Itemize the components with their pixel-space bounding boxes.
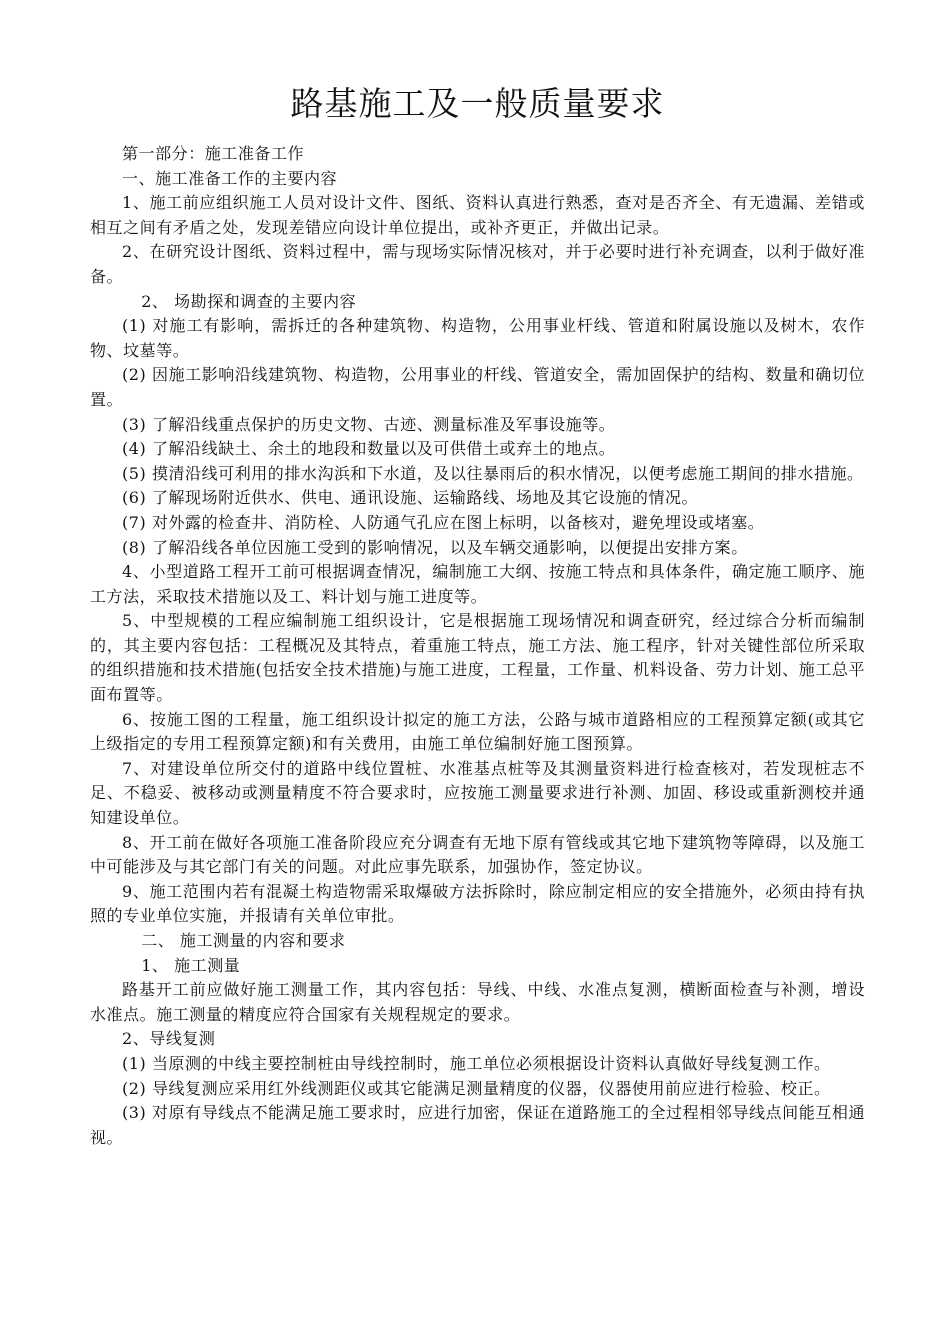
list-item: (5) 摸清沿线可利用的排水沟浜和下水道，及以往暴雨后的积水情况，以便考虑施工期间的排水措施。 (122, 463, 864, 483)
list-item: (6) 了解现场附近供水、供电、通讯设施、运输路线、场地及其它设施的情况。 (122, 488, 699, 508)
paragraph: 8、开工前在做好各项施工准备阶段应充分调查有无地下原有管线或其它地下建筑物等障碍，以及施工中可能涉及与其它部门有关的问题。对此应事先联系，加强协作，签定协议。 (90, 832, 865, 877)
list-item: (2) 导线复测应采用红外线测距仪或其它能满足测量精度的仪器，仪器使用前应进行检验、校正。 (122, 1078, 831, 1098)
document-title: 路基施工及一般质量要求 (290, 84, 665, 123)
list-item: (4) 了解沿线缺土、余土的地段和数量以及可供借土或弃土的地点。 (122, 439, 616, 459)
list-item: (1) 对施工有影响，需拆迁的各种建筑物、构造物，公用事业杆线、管道和附属设施以及树木，农作物、坟墓等。 (90, 316, 865, 360)
paragraph: 1、施工前应组织施工人员对设计文件、图纸、资料认真进行熟悉，查对是否齐全、有无遗漏、差错或相互之间有矛盾之处，发现差错应向设计单位提出，或补齐更正，并做出记录。 (90, 193, 865, 237)
list-item: (1) 当原测的中线主要控制桩由导线控制时，施工单位必须根据设计资料认真做好导线复测工作。 (122, 1053, 831, 1073)
section-heading: 一、施工准备工作的主要内容 (122, 168, 338, 188)
sub-heading: 2、 场勘探和调查的主要内容 (141, 291, 357, 311)
section-heading-part-one: 第一部分：施工准备工作 (122, 144, 305, 163)
paragraph: 9、施工范围内若有混凝土构造物需采取爆破方法拆除时，除应制定相应的安全措施外，必须由持有执照的专业单位实施，并报请有关单位审批。 (90, 881, 865, 926)
sub-heading: 2、导线复测 (122, 1029, 216, 1049)
sub-heading: 1、 施工测量 (141, 955, 241, 975)
paragraph: 路基开工前应做好施工测量工作，其内容包括：导线、中线、水准点复测，横断面检查与补测，增设水准点。施工测量的精度应符合国家有关规程规定的要求。 (90, 980, 865, 1024)
list-item: (3) 了解沿线重点保护的历史文物、古迹、测量标准及军事设施等。 (122, 414, 616, 434)
paragraph: 2、在研究设计图纸、资料过程中，需与现场实际情况核对，并于必要时进行补充调查，以利于做好准备。 (90, 242, 865, 286)
paragraph: 7、对建设单位所交付的道路中线位置桩、水准基点桩等及其测量资料进行检查核对，若发现桩志不足、不稳妥、被移动或测量精度不符合要求时，应按施工测量要求进行补测、加固、移设或重新测校并通知建设单位。 (90, 758, 865, 828)
list-item: (8) 了解沿线各单位因施工受到的影响情况，以及车辆交通影响，以便提出安排方案。 (122, 537, 748, 557)
paragraph: 5、中型规模的工程应编制施工组织设计，它是根据施工现场情况和调查研究，经过综合分析而编制的，其主要内容包括：工程概况及其特点，着重施工特点，施工方法、施工程序，针对关键性部位所采取的组织措施和技术措施(包括安全技术措施)与施工进度，工程量，工作量、机料设备、劳力计划、施工总平面布置等。 (90, 611, 865, 705)
list-item: (3) 对原有导线点不能满足施工要求时，应进行加密，保证在道路施工的全过程相邻导线点间能互相通视。 (90, 1103, 865, 1147)
list-item: (7) 对外露的检查井、消防栓、人防通气孔应在图上标明，以备核对，避免埋设或堵塞。 (122, 512, 765, 532)
section-heading: 二、 施工测量的内容和要求 (141, 931, 346, 950)
paragraph: 6、按施工图的工程量，施工组织设计拟定的施工方法，公路与城市道路相应的工程预算定额(或其它上级指定的专用工程预算定额)和有关费用，由施工单位编制好施工图预算。 (90, 709, 865, 754)
paragraph: 4、小型道路工程开工前可根据调查情况，编制施工大纲、按施工特点和具体条件，确定施工顺序、施工方法，采取技术措施以及工、料计划与施工进度等。 (90, 562, 865, 606)
document-page (90, 80, 865, 1150)
list-item: (2) 因施工影响沿线建筑物、构造物，公用事业的杆线、管道安全，需加固保护的结构、数量和确切位置。 (90, 365, 865, 409)
